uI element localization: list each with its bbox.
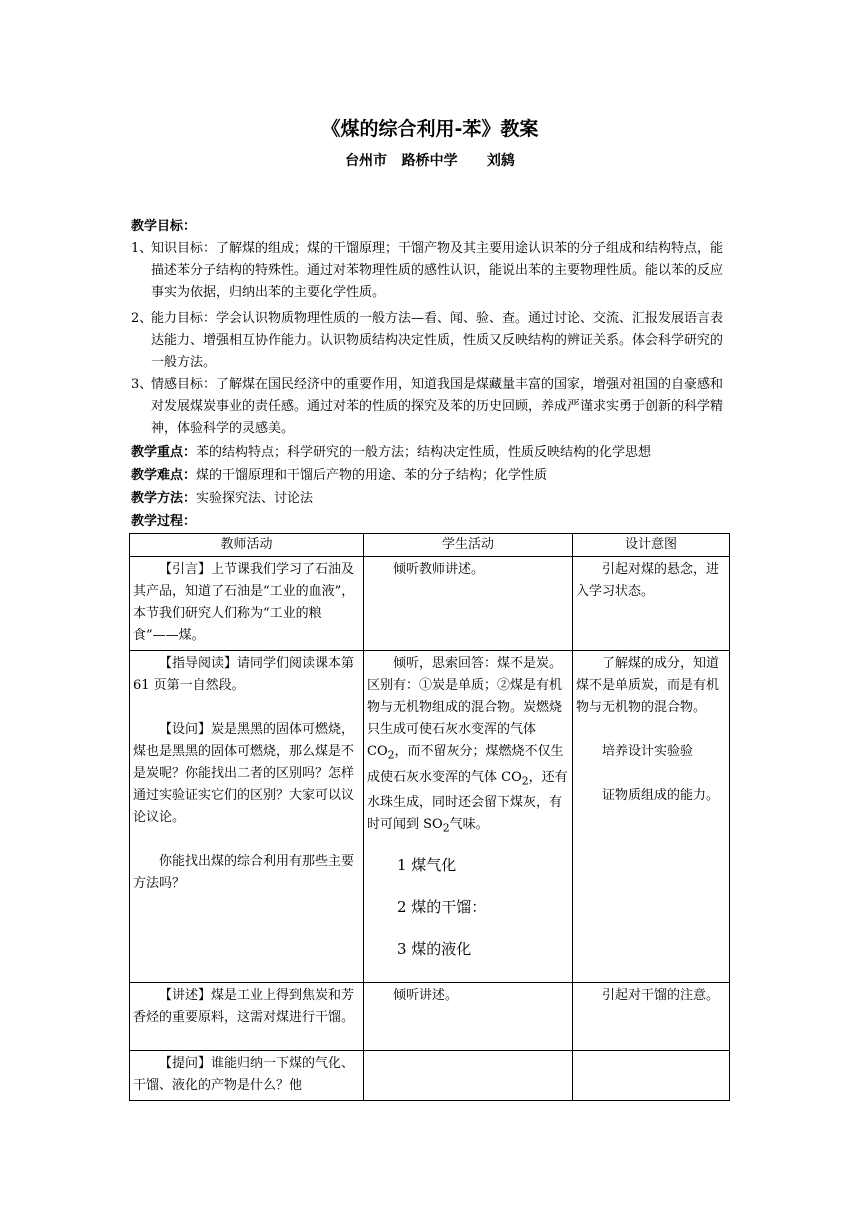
- subscript: 2: [521, 774, 529, 788]
- goal-text: 知识目标：了解煤的组成；煤的干馏原理；干馏产物及其主要用途认识苯的分子组成和结构特点，能描述苯分子结构的特殊性。通过对苯物理性质的感性认识，能说出苯的主要物理性质。能以苯的反应事实为依据，归纳出苯的主要化学性质。: [151, 241, 724, 300]
- table-row: [130, 983, 730, 1051]
- teaching-difficulty: [131, 465, 731, 487]
- header-intent: 设计意图: [573, 534, 730, 557]
- subscript: 2: [442, 821, 450, 835]
- goal-number: 1、: [131, 241, 153, 256]
- subscript: 2: [387, 748, 395, 762]
- cell-text: 【提问】谁能归纳一下煤的气化、干馏、液化的产物是什么？他: [133, 1056, 355, 1093]
- cell-text: 倾听讲述。: [393, 988, 459, 1003]
- table-header-row: [130, 534, 730, 557]
- answer-part: 气味。: [449, 817, 489, 833]
- difficulty-label: 教学难点：: [131, 468, 197, 483]
- goal-text: 情感目标：了解煤在国民经济中的重要作用，知道我国是煤藏量丰富的国家，增强对祖国的自豪感和对发展煤炭事业的责任感。通过对苯的性质的探究及苯的历史回顾，养成严谨求实勇于创新的科学精神，体验科学的灵感美。: [151, 377, 724, 436]
- cell-text: 【指导阅读】请同学们阅读课本第 61 页第一自然段。: [133, 656, 355, 693]
- cell-text: [367, 653, 569, 840]
- focus-label: 教学重点：: [131, 445, 197, 460]
- option-item: 3 煤的液化: [397, 939, 472, 958]
- answer-part: ，而不留灰分；煤燃烧不仅生成使石灰水变浑的气体 CO: [367, 744, 564, 785]
- table-row: [130, 1051, 730, 1101]
- intent-cell: [573, 557, 730, 651]
- table-row: [130, 651, 730, 983]
- cell-text: 【设问】炭是黑黑的固体可燃烧，煤也是黑黑的固体可燃烧，那么煤是不是炭呢？你能找出二者的区别吗？怎样通过实验证实它们的区别？大家可以议论议论。: [133, 722, 355, 825]
- document-title: 《煤的综合利用-苯》教案: [321, 118, 539, 140]
- option-item: 1 煤气化: [397, 855, 457, 874]
- difficulty-text: 煤的干馏原理和干馏后产物的用途、苯的分子结构；化学性质: [196, 468, 548, 483]
- intent-cell: [573, 983, 730, 1051]
- focus-text: 苯的结构特点；科学研究的一般方法；结构决定性质，性质反映结构的化学思想: [196, 445, 652, 460]
- teacher-cell: [130, 651, 364, 983]
- document-author: 台州市 路桥中学 刘鸫: [345, 153, 515, 169]
- method-text: 实验探究法、讨论法: [196, 491, 314, 506]
- cell-text: 培养设计实验验: [602, 744, 694, 759]
- method-label: 教学方法：: [131, 491, 197, 506]
- student-cell: [364, 557, 573, 651]
- teaching-focus: [131, 442, 731, 464]
- goal-text: 能力目标：学会认识物质物理性质的一般方法—看、闻、验、查。通过讨论、交流、汇报发展语言表达能力、增强相互协作能力。认识物质结构决定性质，性质又反映结构的辨证关系。体会科学研究的一般方法。: [151, 311, 724, 370]
- header-student: 学生活动: [364, 534, 573, 557]
- cell-text: 倾听教师讲述。: [393, 562, 485, 577]
- teacher-cell: [130, 557, 364, 651]
- header-teacher: 教师活动: [130, 534, 364, 557]
- teaching-method: [131, 488, 731, 510]
- student-cell: [364, 1051, 573, 1101]
- intent-cell: [573, 651, 730, 983]
- teacher-cell: [130, 983, 364, 1051]
- cell-text: 了解煤的成分，知道煤不是单质炭，而是有机物与无机物的混合物。: [576, 656, 720, 715]
- teaching-process-table: [129, 533, 730, 1101]
- student-cell: [364, 983, 573, 1051]
- cell-text: 引起对干馏的注意。: [602, 988, 720, 1003]
- teacher-cell: [130, 1051, 364, 1101]
- intent-cell: [573, 1051, 730, 1101]
- answer-part: 倾听，思索回答：煤不是炭。区别有：①炭是单质；②煤是有机物与无机物组成的混合物。炭燃烧只生成可使石灰水变浑的气体 CO: [367, 656, 563, 759]
- answer-part: ，还有水珠生成，同时还会留下煤灰，有时可闻到 SO: [367, 769, 568, 833]
- goal-number: 3、: [131, 377, 153, 392]
- process-heading: 教学过程：: [131, 514, 197, 529]
- cell-text: 引起对煤的悬念，进入学习状态。: [576, 562, 720, 599]
- student-cell: [364, 651, 573, 983]
- cell-text: 你能找出煤的综合利用有那些主要方法吗？: [133, 854, 355, 891]
- goal-number: 2、: [131, 311, 153, 326]
- cell-text: 【引言】上节课我们学习了石油及其产品，知道了石油是“工业的血液”，本节我们研究人们称为“工业的粮食”——煤。: [133, 562, 355, 643]
- option-item: 2 煤的干馏：: [397, 897, 487, 916]
- cell-text: 【讲述】煤是工业上得到焦炭和芳香烃的重要原料，这需对煤进行干馏。: [133, 988, 355, 1025]
- goals-heading: 教学目标：: [131, 219, 197, 234]
- table-row: [130, 557, 730, 651]
- cell-text: 证物质组成的能力。: [602, 788, 720, 803]
